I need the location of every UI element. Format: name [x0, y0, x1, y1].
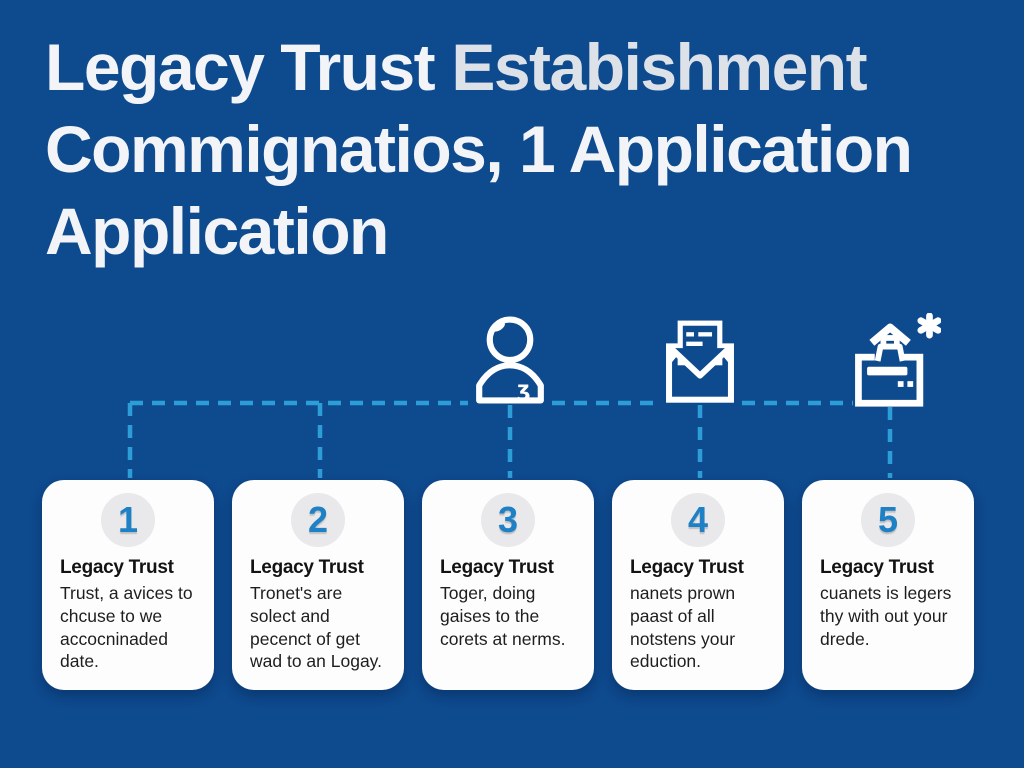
step-heading: Legacy Trust — [630, 557, 744, 578]
step-body: cuanets is legers thy with out your drede. — [820, 583, 952, 649]
step-card-1 — [42, 480, 214, 690]
step-body: Tronet's are solect and pecenct of get wad to an Logay. — [250, 583, 382, 672]
step-body: Trust, a avices to chcuse to we accocninaded date. — [60, 583, 193, 672]
step-card-row — [42, 480, 974, 690]
page-title — [45, 26, 911, 272]
stamp-icon — [845, 313, 941, 409]
step-body: nanets prown paast of all notstens your eduction. — [630, 583, 736, 672]
step-card-4 — [612, 480, 784, 690]
step-card-5 — [802, 480, 974, 690]
step-card-3 — [422, 480, 594, 690]
step-heading: Legacy Trust — [60, 557, 174, 578]
svg-text:ʒ: ʒ — [517, 376, 531, 402]
step-card-2 — [232, 480, 404, 690]
step-number-badge — [481, 493, 535, 547]
step-number-badge — [671, 493, 725, 547]
step-heading: Legacy Trust — [820, 557, 934, 578]
step-number: 4 — [687, 499, 709, 540]
step-heading: Legacy Trust — [250, 557, 364, 578]
step-number-badge — [291, 493, 345, 547]
envelope-icon — [657, 318, 743, 404]
step-number-badge — [101, 493, 155, 547]
title-line1-primary: Legacy Trust — [45, 30, 435, 104]
step-number-badge — [861, 493, 915, 547]
step-heading: Legacy Trust — [440, 557, 554, 578]
step-number: 2 — [307, 499, 329, 540]
step-number: 5 — [877, 499, 899, 540]
step-number: 3 — [497, 499, 519, 540]
title-line-3: Application — [45, 194, 388, 268]
person-icon — [466, 316, 554, 404]
title-line1-secondary: Estabishment — [451, 30, 867, 104]
step-body: Toger, doing gaises to the corets at nerms. — [440, 583, 566, 649]
step-number: 1 — [117, 499, 139, 540]
title-line-1 — [45, 26, 911, 108]
title-line-2: Commignatios, 1 Application — [45, 112, 912, 186]
